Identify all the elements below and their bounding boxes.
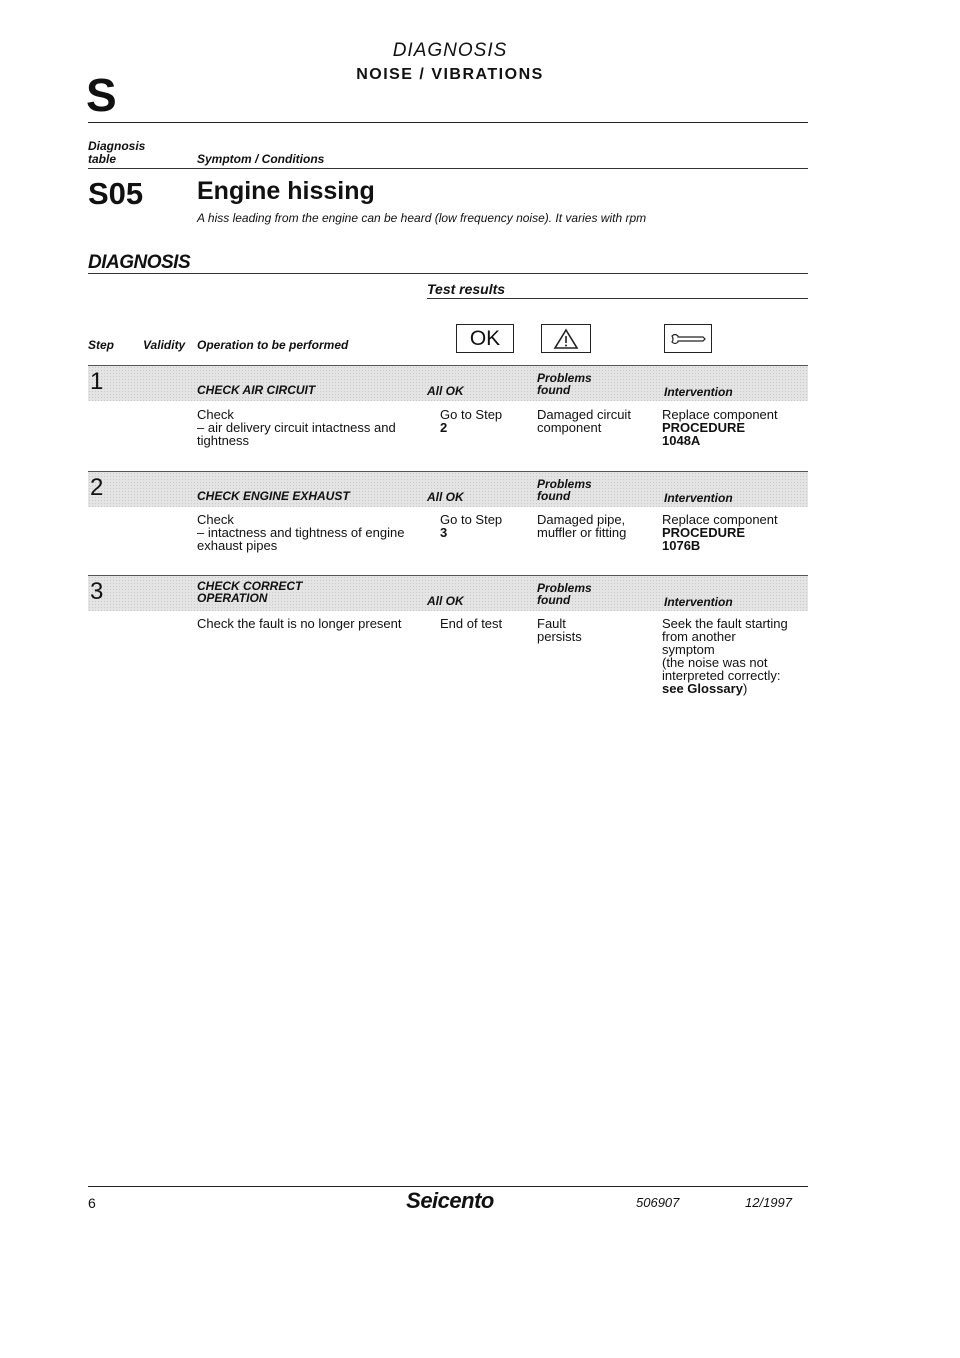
step-2-procedure-code: 1076B (662, 538, 701, 553)
step-3-problem-line1: Fault (537, 616, 566, 631)
diagnosis-table-label (88, 140, 145, 166)
step-2-ok-line1: Go to Step (440, 512, 503, 527)
warning-triangle-glyph (553, 328, 579, 350)
step-3-intervention-label: Intervention (664, 595, 733, 609)
glossary-close-paren: ) (742, 681, 748, 696)
symptom-conditions-label: Symptom / Conditions (197, 152, 325, 166)
col-step: Step (88, 338, 115, 352)
step-2-problems-line2: found (537, 489, 571, 503)
step-2-problem-line2: muffler or fitting (537, 525, 627, 540)
step-3-int-line4: (the noise was not (662, 655, 768, 670)
step-2-procedure-label: PROCEDURE (662, 525, 746, 540)
step-3-ok-result (440, 617, 502, 630)
page-title: DIAGNOSIS (392, 40, 508, 61)
step-3-number: 3 (90, 578, 104, 605)
step-2-int-line1: Replace component (662, 512, 778, 527)
diagnosis-label-line2: table (88, 152, 117, 166)
section-letter: S (86, 69, 117, 121)
step-2-problem-line1: Damaged pipe, (537, 512, 626, 527)
wrench-icon (664, 324, 712, 353)
step-2-check-label: CHECK ENGINE EXHAUST (197, 489, 350, 503)
step-1-check-label: CHECK AIR CIRCUIT (197, 383, 316, 397)
col-operation: Operation to be performed (197, 338, 349, 352)
step-1-problems-line2: found (537, 383, 571, 397)
warning-triangle-icon (541, 324, 591, 353)
ok-icon (456, 324, 514, 353)
step-1-number: 1 (90, 368, 104, 395)
step-1-problem-line2: component (537, 420, 602, 435)
step-2-problems-line1: Problems (537, 477, 592, 491)
step-1-ok-result (440, 408, 502, 434)
step-2-operation (197, 513, 404, 552)
step-3-check-line2: OPERATION (197, 591, 268, 605)
step-3-int-line2: from another (662, 629, 736, 644)
symptom-divider (88, 168, 808, 169)
symptom-description: A hiss leading from the engine can be heard (low frequency noise). It varies with rpm (197, 211, 647, 225)
step-1-ok-line1: Go to Step (440, 407, 503, 422)
step-1-op-line2: – air delivery circuit intactness and (197, 420, 396, 435)
step-1-op-line1: Check (197, 407, 234, 422)
ok-icon-label: OK (469, 326, 501, 350)
step-3-ok-line1: End of test (440, 616, 503, 631)
step-1-int-line1: Replace component (662, 407, 778, 422)
step-1-intervention (662, 408, 778, 447)
step-1-operation (197, 408, 396, 447)
step-1-procedure-label: PROCEDURE (662, 420, 746, 435)
test-results-heading: Test results (427, 281, 506, 297)
footer-divider (88, 1186, 808, 1187)
step-2-op-line1: Check (197, 512, 234, 527)
step-3-problems-found (537, 582, 592, 606)
step-1-ok-step: 2 (440, 420, 448, 435)
step-1-intervention-label: Intervention (664, 385, 733, 399)
step-1-problem-line1: Damaged circuit (537, 407, 631, 422)
step-3-intervention (662, 617, 788, 695)
step-3-glossary-line (662, 682, 788, 695)
step-1-all-ok: All OK (427, 384, 464, 398)
page-number: 6 (88, 1195, 96, 1211)
step-2-number: 2 (90, 474, 104, 501)
step-3-int-line5: interpreted correctly: (662, 668, 781, 683)
step-3-problem-line2: persists (537, 629, 582, 644)
step-1-op-line3: tightness (197, 433, 250, 448)
page-subtitle: NOISE / VIBRATIONS (356, 66, 544, 83)
glossary-reference: see Glossary (662, 681, 743, 696)
header-divider (88, 122, 808, 123)
step-3-check-line1: CHECK CORRECT (197, 579, 303, 593)
step-3-problems-line2: found (537, 593, 571, 607)
step-3-int-line3: symptom (662, 642, 715, 657)
step-1-problems-line1: Problems (537, 371, 592, 385)
step-2-problems-found (537, 478, 592, 502)
step-2-problem (537, 513, 626, 539)
diagnosis-heading: DIAGNOSIS (88, 252, 191, 273)
test-results-divider (427, 298, 808, 299)
step-2-ok-result (440, 513, 502, 539)
step-2-op-line2: – intactness and tightness of engine (197, 525, 405, 540)
step-2-intervention-label: Intervention (664, 491, 733, 505)
diagnosis-divider (88, 273, 808, 274)
document-ref: 506907 (636, 1195, 680, 1210)
diagnosis-label-line1: Diagnosis (88, 139, 146, 153)
brand-logo: Seicento (406, 1188, 494, 1213)
step-3-problem (537, 617, 582, 643)
step-2-ok-step: 3 (440, 525, 448, 540)
symptom-code: S05 (88, 176, 144, 211)
step-3-all-ok: All OK (427, 594, 464, 608)
step-1-procedure-code: 1048A (662, 433, 701, 448)
wrench-glyph (669, 332, 707, 346)
symptom-title: Engine hissing (197, 177, 375, 205)
step-2-op-line3: exhaust pipes (197, 538, 278, 553)
col-validity: Validity (143, 338, 186, 352)
step-3-op-line1: Check the fault is no longer present (197, 616, 402, 631)
step-3-operation (197, 617, 402, 630)
step-1-problems-found (537, 372, 592, 396)
document-date: 12/1997 (745, 1195, 792, 1210)
step-2-intervention (662, 513, 778, 552)
step-3-check-label (197, 580, 302, 604)
step-1-problem (537, 408, 631, 434)
step-3-problems-line1: Problems (537, 581, 592, 595)
step-3-int-line1: Seek the fault starting (662, 616, 788, 631)
step-2-all-ok: All OK (427, 490, 464, 504)
